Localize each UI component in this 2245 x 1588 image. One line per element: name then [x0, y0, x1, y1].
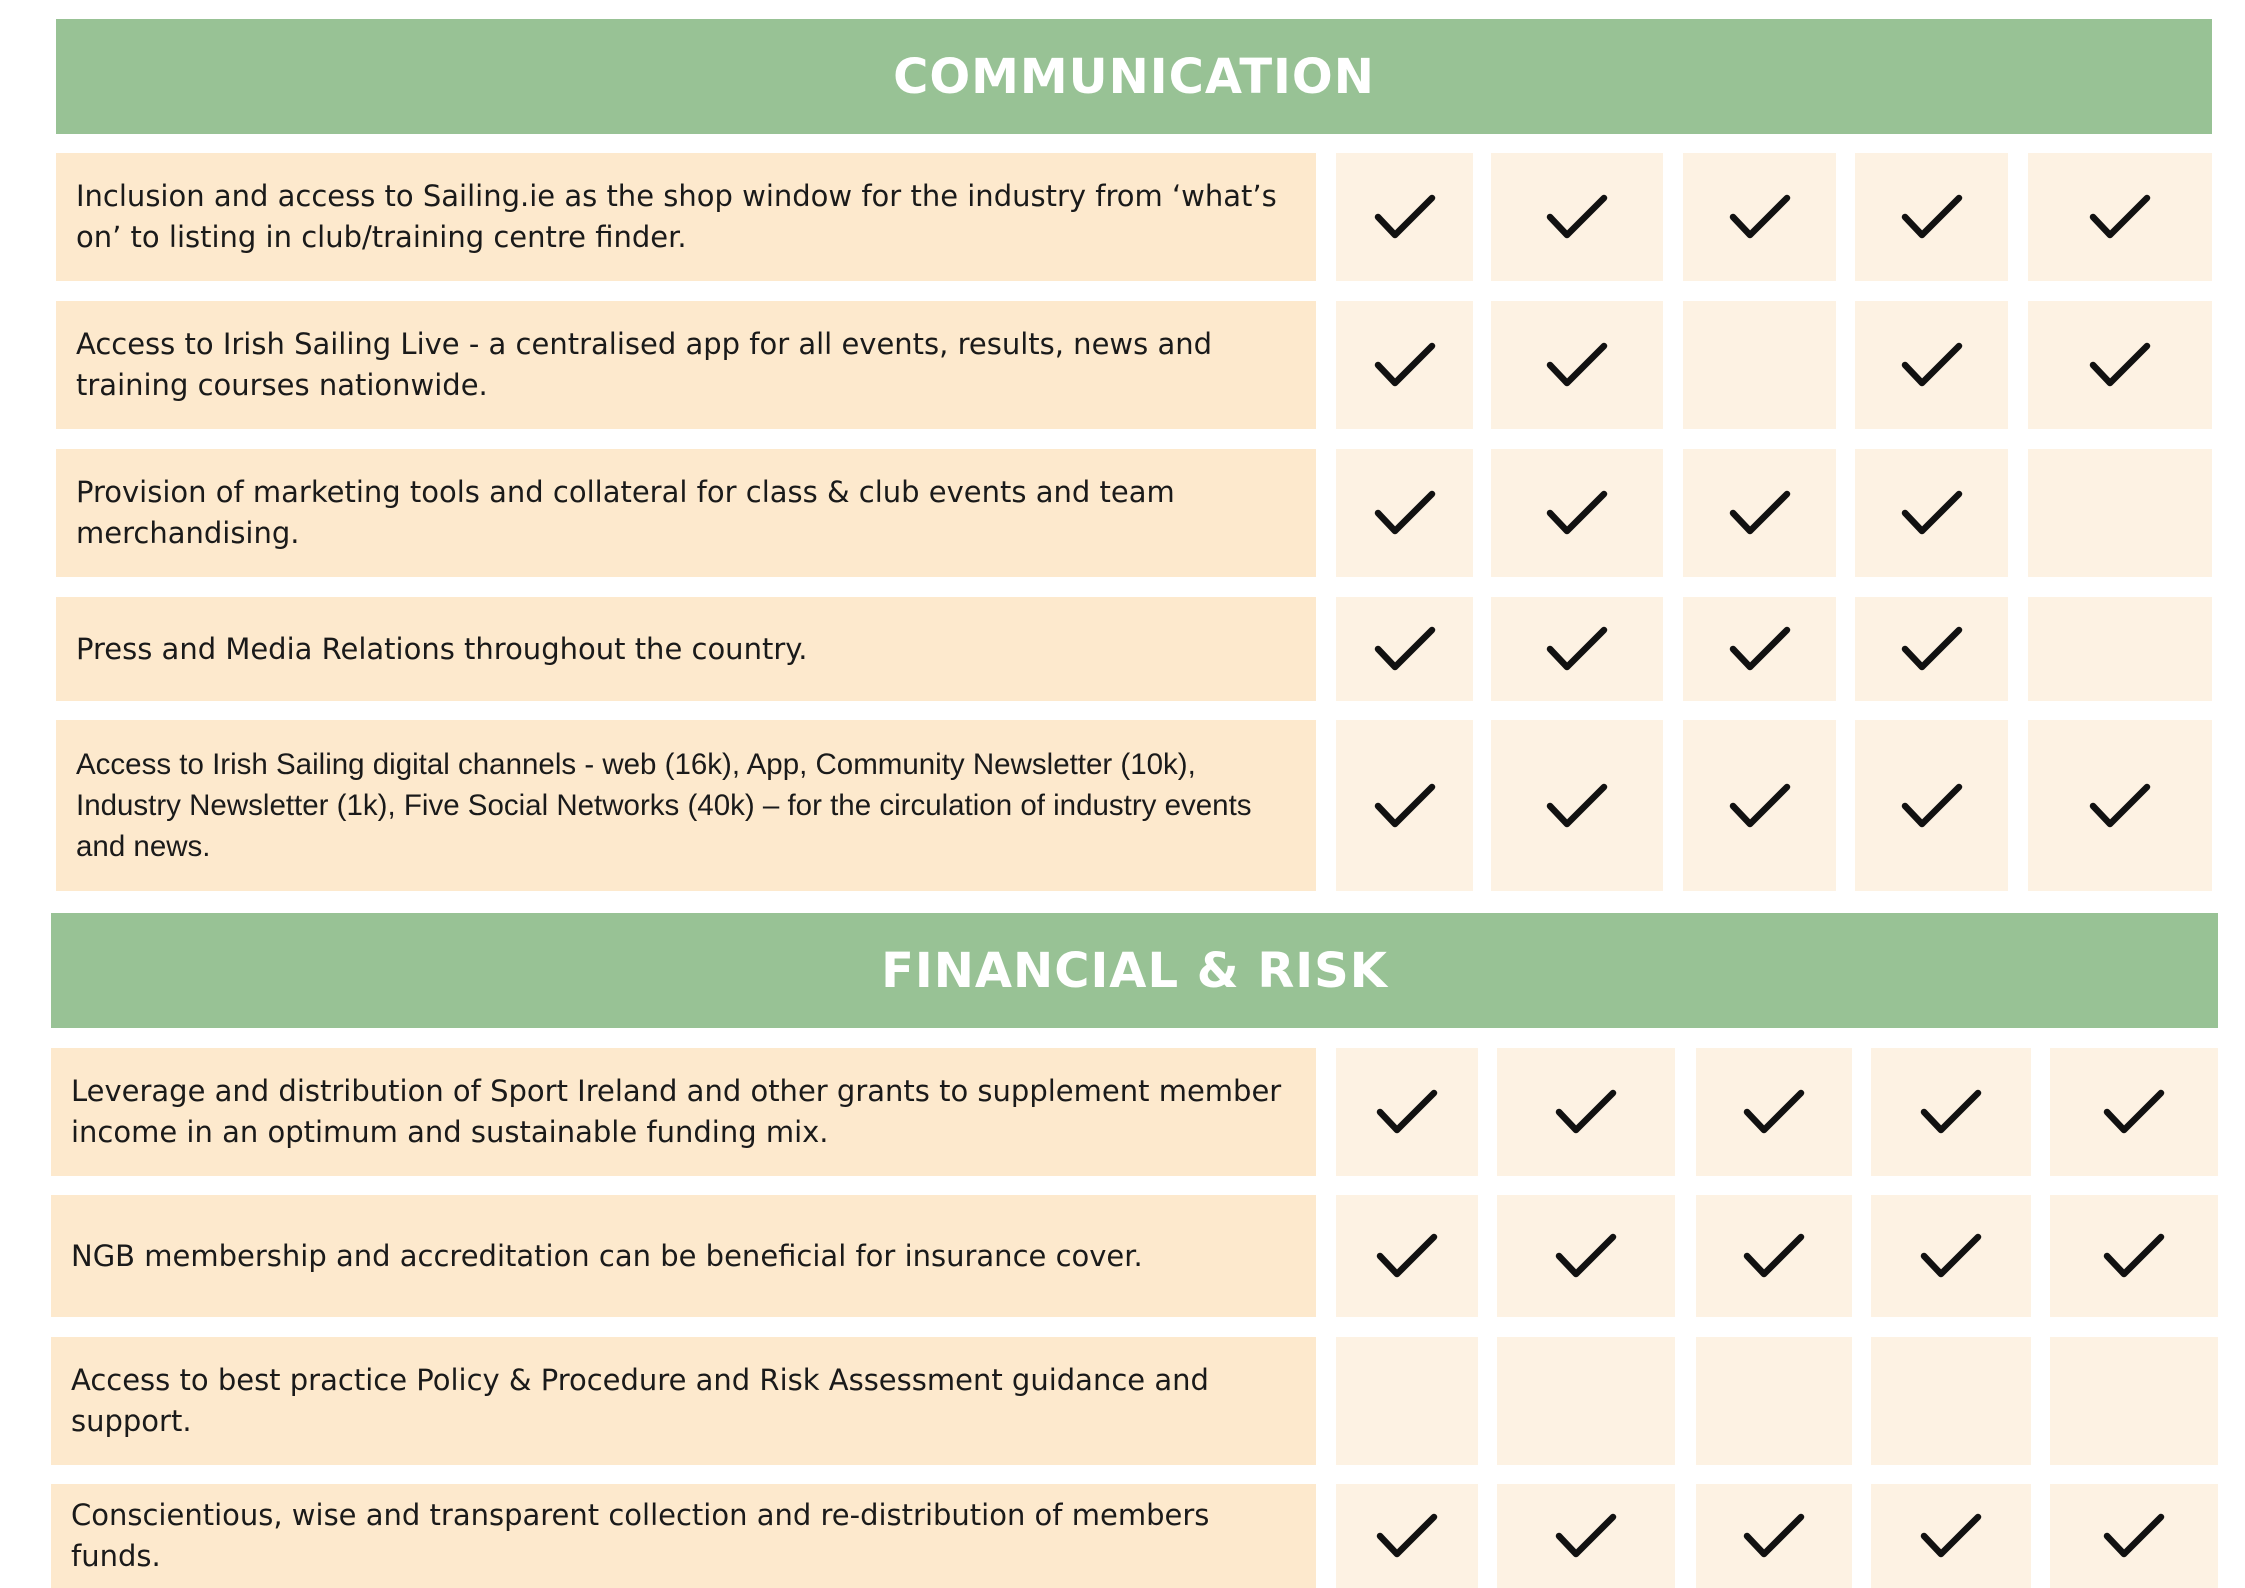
- check-cell: [1491, 720, 1663, 891]
- check-cell: [1855, 301, 2008, 429]
- benefit-description: [56, 597, 1316, 701]
- table-row: [0, 720, 2245, 891]
- table-row: [0, 1484, 2245, 1588]
- check-icon: [1373, 487, 1437, 539]
- check-icon: [2102, 1510, 2166, 1562]
- check-cell: [1336, 1048, 1478, 1176]
- benefit-description: [51, 1337, 1316, 1465]
- check-icon: [1900, 780, 1964, 832]
- check-cell: [2050, 1337, 2218, 1465]
- benefit-description: [56, 153, 1316, 281]
- check-cell: [1871, 1048, 2031, 1176]
- check-icon: [2088, 780, 2152, 832]
- benefit-text: Access to Irish Sailing Live - a centralised app for all events, results, news and training courses nationwide.: [76, 327, 1213, 402]
- table-row: [0, 1048, 2245, 1176]
- table-row: [0, 1195, 2245, 1317]
- check-cell: [1855, 720, 2008, 891]
- check-icon: [1375, 1510, 1439, 1562]
- benefit-text: NGB membership and accreditation can be beneficial for insurance cover.: [71, 1238, 1143, 1273]
- check-cell: [2028, 153, 2212, 281]
- check-cell: [1497, 1048, 1675, 1176]
- check-icon: [1373, 191, 1437, 243]
- benefit-description: [51, 1195, 1316, 1317]
- check-cell: [1491, 597, 1663, 701]
- check-icon: [1728, 191, 1792, 243]
- check-icon: [1554, 1230, 1618, 1282]
- check-cell: [1336, 597, 1473, 701]
- table-row: [0, 301, 2245, 429]
- benefit-description: [56, 449, 1316, 577]
- check-cell: [1491, 449, 1663, 577]
- check-cell: [1696, 1484, 1852, 1588]
- check-cell: [1855, 153, 2008, 281]
- check-cell: [1855, 449, 2008, 577]
- check-cell: [1336, 1195, 1478, 1317]
- check-cell: [2028, 449, 2212, 577]
- benefit-text: Provision of marketing tools and collateral for class & club events and team merchandising.: [76, 475, 1175, 550]
- check-cell: [1683, 301, 1836, 429]
- check-cell: [2050, 1195, 2218, 1317]
- benefit-text: Access to best practice Policy & Procedure and Risk Assessment guidance and support.: [71, 1363, 1209, 1438]
- check-icon: [1554, 1086, 1618, 1138]
- check-icon: [1373, 780, 1437, 832]
- check-icon: [1375, 1230, 1439, 1282]
- check-cell: [1696, 1195, 1852, 1317]
- check-icon: [1919, 1086, 1983, 1138]
- check-cell: [1497, 1195, 1675, 1317]
- check-cell: [2028, 720, 2212, 891]
- check-icon: [1900, 623, 1964, 675]
- section-header-financial-risk: [51, 913, 2218, 1028]
- check-icon: [1545, 780, 1609, 832]
- check-icon: [1919, 1230, 1983, 1282]
- check-icon: [1728, 623, 1792, 675]
- check-cell: [1336, 720, 1473, 891]
- check-icon: [1742, 1086, 1806, 1138]
- section-title: FINANCIAL & RISK: [881, 942, 1388, 999]
- check-icon: [1545, 339, 1609, 391]
- section-header-communication: [56, 19, 2212, 134]
- check-icon: [1742, 1510, 1806, 1562]
- check-icon: [1728, 780, 1792, 832]
- check-icon: [1373, 339, 1437, 391]
- table-row: [0, 1337, 2245, 1465]
- check-cell: [2028, 301, 2212, 429]
- check-cell: [1683, 597, 1836, 701]
- check-icon: [1554, 1510, 1618, 1562]
- check-icon: [2102, 1230, 2166, 1282]
- check-cell: [1336, 1484, 1478, 1588]
- check-cell: [2050, 1048, 2218, 1176]
- check-cell: [1336, 153, 1473, 281]
- check-cell: [1696, 1048, 1852, 1176]
- check-cell: [1497, 1337, 1675, 1465]
- table-row: [0, 449, 2245, 577]
- benefit-text: Conscientious, wise and transparent collection and re-distribution of members funds.: [71, 1498, 1210, 1573]
- check-cell: [1696, 1337, 1852, 1465]
- section-title: COMMUNICATION: [893, 48, 1375, 105]
- check-cell: [2050, 1484, 2218, 1588]
- check-icon: [2088, 191, 2152, 243]
- check-cell: [1855, 597, 2008, 701]
- check-cell: [1871, 1337, 2031, 1465]
- check-cell: [2028, 597, 2212, 701]
- check-cell: [1336, 1337, 1478, 1465]
- check-icon: [1900, 191, 1964, 243]
- check-cell: [1871, 1195, 2031, 1317]
- benefit-text: Press and Media Relations throughout the country.: [76, 631, 808, 666]
- check-icon: [1375, 1086, 1439, 1138]
- check-cell: [1683, 720, 1836, 891]
- check-icon: [1373, 623, 1437, 675]
- table-row: [0, 597, 2245, 701]
- check-icon: [1742, 1230, 1806, 1282]
- check-cell: [1871, 1484, 2031, 1588]
- check-icon: [1728, 487, 1792, 539]
- benefit-text: Inclusion and access to Sailing.ie as the shop window for the industry from ‘what’s on’ to listing in club/training centre finder.: [76, 179, 1277, 254]
- benefit-description: [56, 301, 1316, 429]
- check-cell: [1491, 301, 1663, 429]
- check-icon: [1545, 191, 1609, 243]
- check-icon: [1900, 339, 1964, 391]
- check-cell: [1683, 153, 1836, 281]
- check-cell: [1336, 449, 1473, 577]
- table-row: [0, 153, 2245, 281]
- check-icon: [1919, 1510, 1983, 1562]
- benefit-description: [56, 720, 1316, 891]
- benefit-text: Access to Irish Sailing digital channels - web (16k), App, Community Newsletter (10k), Industry Newsletter (1k), Five Social Networks (40k) – for the circulation of industry events and news.: [76, 748, 1252, 863]
- benefit-text: Leverage and distribution of Sport Ireland and other grants to supplement member income in an optimum and sustainable funding mix.: [71, 1074, 1282, 1149]
- check-icon: [1545, 623, 1609, 675]
- benefit-description: [51, 1484, 1316, 1588]
- check-icon: [2088, 339, 2152, 391]
- check-cell: [1683, 449, 1836, 577]
- check-cell: [1491, 153, 1663, 281]
- check-cell: [1336, 301, 1473, 429]
- check-cell: [1497, 1484, 1675, 1588]
- check-icon: [1545, 487, 1609, 539]
- benefit-description: [51, 1048, 1316, 1176]
- check-icon: [1900, 487, 1964, 539]
- check-icon: [2102, 1086, 2166, 1138]
